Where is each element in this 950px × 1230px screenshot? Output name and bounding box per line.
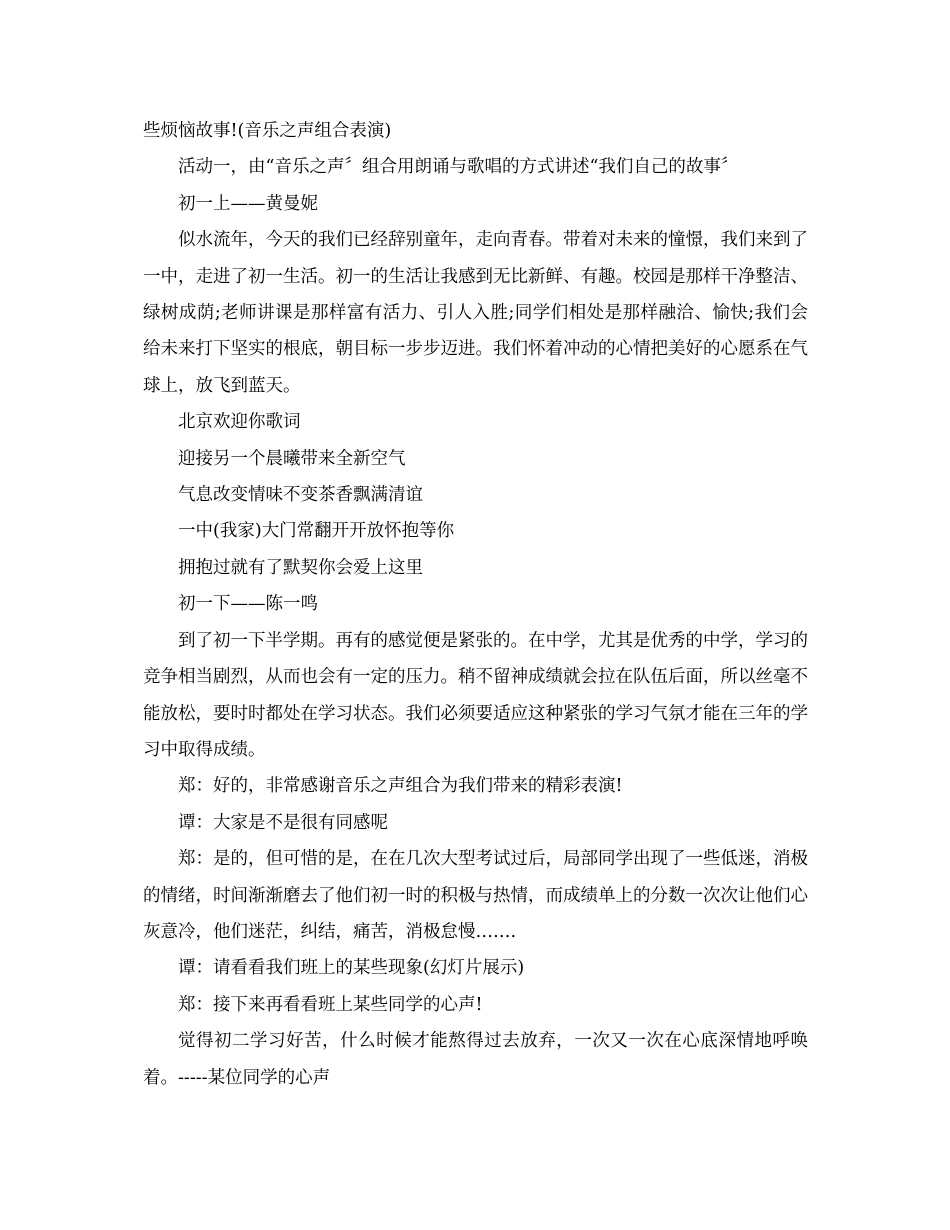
paragraph-continuation: 些烦恼故事!(音乐之声组合表演) (143, 121, 392, 141)
lyrics-line: 迎接另一个晨曦带来全新空气 (178, 448, 406, 469)
dialogue-line: 郑：接下来再看看班上某些同学的心声! (178, 994, 483, 1015)
lyrics-line: 一中(我家)大门常翻开开放怀抱等你 (178, 521, 455, 542)
paragraph-student-voice: 觉得初二学习好苦，什么时候才能熬得过去放弃，一次又一次在心底深情地呼唤着。-----某位同学的心声 (143, 1031, 808, 1088)
lyrics-line: 拥抱过就有了默契你会爱上这里 (178, 557, 423, 578)
lyrics-title: 北京欢迎你歌词 (178, 412, 301, 433)
lyrics-line: 气息改变情味不变茶香飘满清谊 (178, 485, 423, 506)
dialogue-line: 谭：大家是不是很有同感呢 (178, 812, 388, 833)
paragraph-activity-one: 活动一，由“音乐之声〞组合用朗诵与歌唱的方式讲述“我们自己的故事〞 (178, 157, 739, 178)
dialogue-line: 谭：请看看我们班上的某些现象(幻灯片展示) (178, 958, 525, 979)
paragraph-grade7-first-text: 似水流年，今天的我们已经辞别童年，走向青春。带着对未来的憧憬，我们来到了一中，走进了初一生活。初一的生活让我感到无比新鲜、有趣。校园是那样干净整洁、绿树成荫;老师讲课是那样富有活力、引人入胜;同学们相处是那样融洽、愉快;我们会给未来打下坚实的根底，朝目标一步步迈进。我们怀着冲动的心情把美好的心愿系在气球上，放飞到蓝天。 (143, 230, 808, 396)
section-heading-grade7-second: 初一下——陈一鸣 (178, 594, 318, 615)
paragraph-grade7-second-text: 到了初一下半学期。再有的感觉便是紧张的。在中学，尤其是优秀的中学，学习的竞争相当剧烈，从而也会有一定的压力。稍不留神成绩就会拉在队伍后面，所以丝毫不能放松，要时时都处在学习状态。我们必须要适应这种紧张的学习气氛才能在三年的学习中取得成绩。 (143, 630, 808, 760)
dialogue-line: 郑：是的，但可惜的是，在在几次大型考试过后，局部同学出现了一些低迷，消极的情绪，时间渐渐磨去了他们初一时的积极与热情，而成绩单上的分数一次次让他们心灰意冷，他们迷茫，纠结，痛苦，消极怠慢……. (143, 849, 808, 942)
section-heading-grade7-first: 初一上——黄曼妮 (178, 193, 318, 214)
dialogue-line: 郑：好的，非常感谢音乐之声组合为我们带来的精彩表演! (178, 776, 623, 797)
document-body (143, 113, 808, 1096)
